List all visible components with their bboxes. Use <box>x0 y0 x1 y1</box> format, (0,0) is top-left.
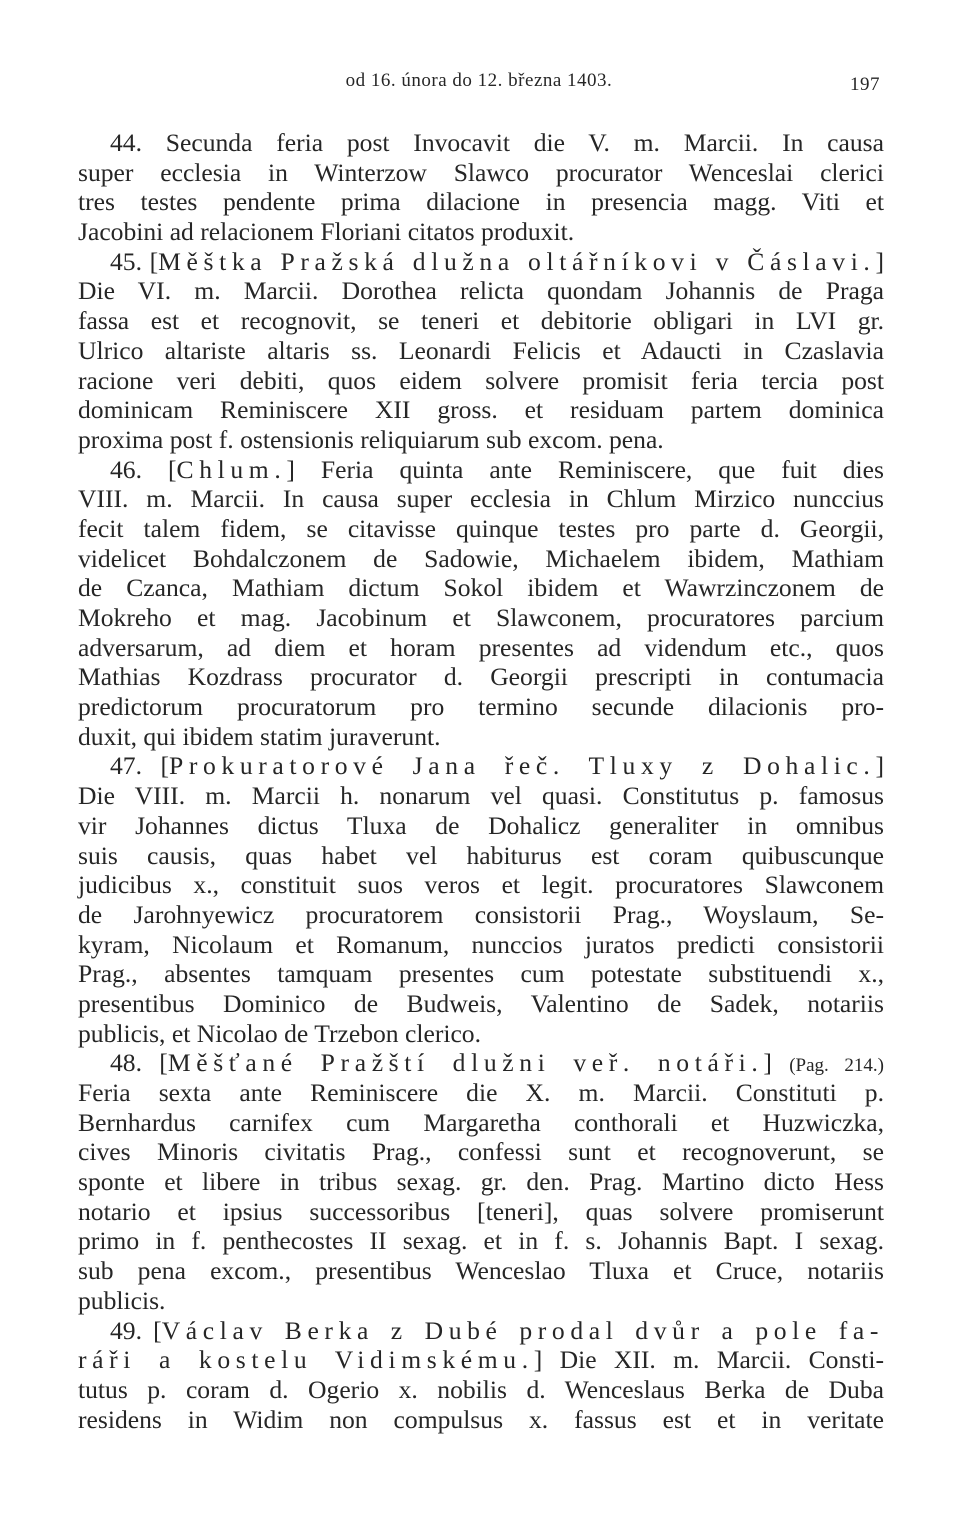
text-run: Ulrico altariste altaris ss. Leonardi Felicis et Adaucti in Czaslavia <box>78 335 884 365</box>
text-line <box>78 395 884 425</box>
text-run: suis causis, quas habet vel habiturus est coram quibuscunque <box>78 840 884 870</box>
spaced-heading: Václav Berka z Dubé prodal dvůr a pole fa- <box>161 1315 885 1345</box>
text-line <box>78 336 884 366</box>
text-run: de Czanca, Mathiam dictum Sokol ibidem et Wawrzinczonem de <box>78 573 884 603</box>
text-line <box>78 989 884 1019</box>
text-run: Jacobini ad relacionem Floriani citatos produxit. <box>78 217 575 247</box>
text-line <box>78 217 884 247</box>
text-run: presentibus Dominico de Budweis, Valentino de Sadek, notariis <box>78 988 884 1018</box>
text-run: sponte et libere in tribus sexag. gr. den. Prag. Martino dicto Hess <box>78 1167 884 1197</box>
text-run: fecit talem fidem, se citavisse quinque testes pro parte d. Georgii, <box>78 513 884 543</box>
text-line <box>78 1108 884 1138</box>
spaced-heading: Chlum. <box>176 454 287 484</box>
document-body <box>78 128 884 1434</box>
entry-first-line <box>78 751 884 781</box>
text-run: proxima post f. ostensionis reliquiarum sub excom. pena. <box>78 424 664 454</box>
text-run: ] <box>875 751 884 781</box>
text-run: de Jarohnyewicz procuratorem consistorii Prag., Woyslaum, Se- <box>78 899 884 929</box>
text-run: 49. [ <box>110 1315 162 1345</box>
text-line <box>78 692 884 722</box>
entry-first-line <box>78 1048 884 1078</box>
text-run: videlicet Bohdalczonem de Sadowie, Michaelem ibidem, Mathiam <box>78 543 884 573</box>
text-line <box>78 1375 884 1405</box>
page-header <box>78 64 880 104</box>
text-run: racione veri debiti, quos eidem solvere promisit feria tercia post <box>78 365 884 395</box>
text-run: kyram, Nicolaum et Romanum, nunccios juratos predicti consistorii <box>78 929 884 959</box>
running-title: od 16. února do 12. března 1403. <box>345 70 613 91</box>
text-run: cives Minoris civitatis Prag., confessi sunt et recognoverunt, se <box>78 1137 884 1167</box>
text-line <box>78 1226 884 1256</box>
text-line <box>78 484 884 514</box>
text-run: Bernhardus carnifex cum Margaretha conthorali et Huzwiczka, <box>78 1107 884 1137</box>
text-run: predictorum procuratorum pro termino secunde dilacionis pro- <box>78 692 884 722</box>
spaced-heading: Měštka Pražská dlužna oltářníkovi v Čáslavi. <box>158 246 876 276</box>
text-line <box>78 1078 884 1108</box>
text-line <box>78 811 884 841</box>
text-run: tres testes pendente prima dilacione in presencia magg. Viti et <box>78 187 884 217</box>
text-run: super ecclesia in Winterzow Slawco procurator Wenceslai clerici <box>78 157 884 187</box>
text-line <box>78 781 884 811</box>
spaced-heading: Měšťané Pražští dlužni veř. notáři. <box>167 1048 764 1078</box>
text-run: 48. [ <box>110 1048 168 1078</box>
text-run: judicibus x., constituit suos veros et legit. procuratores Slawconem <box>78 870 884 900</box>
text-run: vir Johannes dictus Tluxa de Dohalicz generaliter in omnibus <box>78 810 884 840</box>
text-run: 45. [ <box>110 246 159 276</box>
text-run: tutus p. coram d. Ogerio x. nobilis d. Wenceslaus Berka de Duba <box>78 1374 884 1404</box>
text-run: 44. Secunda feria post Invocavit die V. m. Marcii. In causa <box>110 128 884 157</box>
text-line <box>78 1405 884 1435</box>
spaced-heading: Prokuratorové Jana řeč. Tluxy z Dohalic. <box>168 751 876 781</box>
text-line <box>78 930 884 960</box>
entry-first-line <box>78 247 884 277</box>
text-line <box>78 514 884 544</box>
text-run: Prag., absentes tamquam presentes cum potestate substituendi x., <box>78 959 884 989</box>
text-run: 46. [ <box>110 454 177 484</box>
text-line <box>78 366 884 396</box>
text-line <box>78 1019 884 1049</box>
text-line <box>78 544 884 574</box>
text-line <box>78 425 884 455</box>
text-run: duxit, qui ibidem statim juraverunt. <box>78 721 441 751</box>
entry-first-line <box>78 128 884 158</box>
text-run: 47. [ <box>110 751 169 781</box>
text-run: publicis. <box>78 1285 166 1315</box>
text-line <box>78 900 884 930</box>
text-line <box>78 841 884 871</box>
text-run: ] <box>763 1048 790 1078</box>
text-line <box>78 959 884 989</box>
text-run: sub pena excom., presentibus Wenceslao Tluxa et Cruce, notariis <box>78 1256 884 1286</box>
text-run: Die VI. m. Marcii. Dorothea relicta quondam Johannis de Praga <box>78 276 884 306</box>
text-line <box>78 1197 884 1227</box>
page-number: 197 <box>850 74 880 95</box>
text-run: residens in Widim non compulsus x. fassus est et in veritate <box>78 1404 884 1434</box>
text-line <box>78 187 884 217</box>
text-run: publicis, et Nicolao de Trzebon clerico. <box>78 1018 482 1048</box>
spaced-heading: ráři a kostelu Vidimskému. <box>78 1345 534 1375</box>
entry-first-line <box>78 455 884 485</box>
text-line <box>78 1345 884 1375</box>
entry-first-line <box>78 1316 884 1346</box>
text-line <box>78 603 884 633</box>
text-line <box>78 662 884 692</box>
text-run: Die VIII. m. Marcii h. nonarum vel quasi. Constitutus p. famosus <box>78 781 884 811</box>
text-run: primo in f. penthecostes II sexag. et in f. s. Johannis Bapt. I sexag. <box>78 1226 884 1256</box>
text-run: Mathias Kozdrass procurator d. Georgii prescripti in contumacia <box>78 662 884 692</box>
text-run: ] <box>875 246 884 276</box>
text-line <box>78 1137 884 1167</box>
text-run: notario et ipsius successoribus [teneri], quas solvere promiserunt <box>78 1196 884 1226</box>
text-run: dominicam Reminiscere XII gross. et residuam partem dominica <box>78 395 884 425</box>
text-line <box>78 573 884 603</box>
text-run: adversarum, ad diem et horam presentes ad videndum etc., quos <box>78 632 884 662</box>
text-line <box>78 306 884 336</box>
text-run: ] Die XII. m. Marcii. Consti- <box>533 1345 884 1375</box>
page-reference: (Pag. 214.) <box>789 1055 885 1077</box>
text-run: Mokreho et mag. Jacobinum et Slawconem, procuratores parcium <box>78 603 884 632</box>
text-run: VIII. m. Marcii. In causa super ecclesia in Chlum Mirzico nunccius <box>78 484 884 514</box>
text-run: Feria sexta ante Reminiscere die X. m. Marcii. Constituti p. <box>78 1078 884 1107</box>
text-line <box>78 276 884 306</box>
text-line <box>78 158 884 188</box>
text-line <box>78 633 884 663</box>
text-line <box>78 1256 884 1286</box>
text-run: ] Feria quinta ante Reminiscere, que fuit dies <box>286 454 884 484</box>
text-line <box>78 1286 884 1316</box>
text-line <box>78 1167 884 1197</box>
text-run: fassa est et recognovit, se teneri et debitorie obligari in LVI gr. <box>78 306 884 336</box>
text-line <box>78 722 884 752</box>
text-line <box>78 870 884 900</box>
